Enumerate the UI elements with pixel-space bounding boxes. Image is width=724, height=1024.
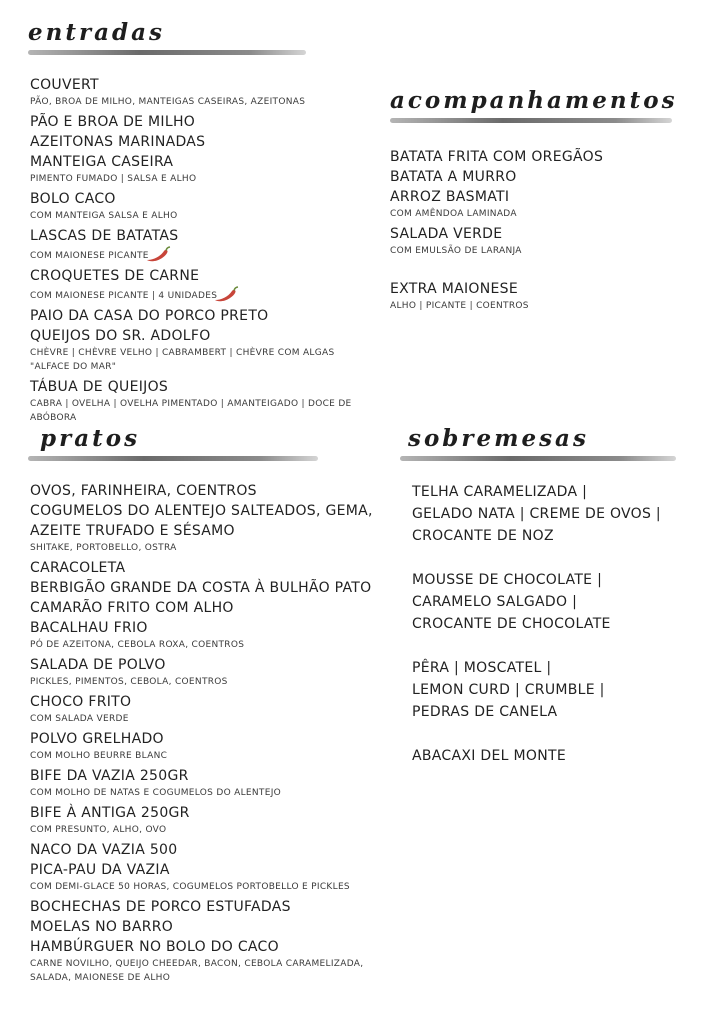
dessert-item <box>412 745 700 767</box>
menu-item-description <box>30 880 378 894</box>
menu-item-description <box>30 638 378 652</box>
dessert-item <box>412 657 700 723</box>
sobremesas-section <box>400 424 700 789</box>
menu-item-hamburguer-no-bolo-do-caco <box>30 937 378 985</box>
dessert-line: PÊRA | MOSCATEL | <box>412 660 552 676</box>
menu-item-description <box>30 286 368 303</box>
menu-item-description <box>390 244 710 258</box>
menu-item-bolo-caco <box>30 189 368 223</box>
menu-item-description <box>390 207 710 221</box>
dessert-line: TELHA CARAMELIZADA | <box>412 484 588 500</box>
menu-item-description <box>30 749 378 763</box>
menu-item-name: BATATA A MURRO <box>390 169 517 185</box>
menu-item-name: BIFE DA VAZIA 250GR <box>30 768 189 784</box>
menu-item-description <box>30 957 378 985</box>
entradas-list <box>30 75 368 425</box>
menu-item-description-text: COM AMÊNDOA LAMINADA <box>390 209 517 219</box>
menu-item-name: ARROZ BASMATI <box>390 189 510 205</box>
menu-item-batata-frita-com-oregaos <box>390 147 710 167</box>
menu-item-name: BERBIGÃO GRANDE DA COSTA À BULHÃO PATO <box>30 580 372 596</box>
menu-item-name: POLVO GRELHADO <box>30 731 164 747</box>
menu-item-pao-e-broa-de-milho <box>30 112 368 132</box>
pratos-section <box>28 424 378 988</box>
chili-pepper-icon <box>213 286 239 302</box>
acompanhamentos-underline <box>390 118 672 123</box>
menu-item-description-text: SHITAKE, PORTOBELLO, OSTRA <box>30 543 177 553</box>
menu-item-name: PICA-PAU DA VAZIA <box>30 862 170 878</box>
menu-item-description-text: COM MANTEIGA SALSA E ALHO <box>30 211 178 221</box>
menu-item-azeitonas-marinadas <box>30 132 368 152</box>
sobremesas-list <box>412 481 700 767</box>
menu-item-paio-da-casa-do-porco-preto <box>30 306 368 326</box>
dessert-item <box>412 569 700 635</box>
menu-item-name: BACALHAU FRIO <box>30 620 148 636</box>
extra-maionese-name: EXTRA MAIONESE <box>390 281 518 297</box>
menu-item-bife-da-vazia-250gr <box>30 766 378 800</box>
menu-item-croquetes-de-carne <box>30 266 368 303</box>
entradas-section <box>28 18 368 428</box>
menu-item-naco-da-vazia-500 <box>30 840 378 860</box>
menu-item-salada-de-polvo <box>30 655 378 689</box>
menu-item-bife-a-antiga-250gr <box>30 803 378 837</box>
menu-item-manteiga-caseira <box>30 152 368 186</box>
menu-item-description-text: COM EMULSÃO DE LARANJA <box>390 246 522 256</box>
menu-item-polvo-grelhado <box>30 729 378 763</box>
entradas-underline <box>28 50 306 55</box>
menu-item-description <box>30 172 368 186</box>
menu-item-description <box>30 675 378 689</box>
dessert-item <box>412 481 700 547</box>
acompanhamentos-heading: acompanhamentos <box>390 87 678 114</box>
menu-item-description-text: PIMENTO FUMADO | SALSA E ALHO <box>30 174 197 184</box>
menu-item-description-text: COM MAIONESE PICANTE <box>30 251 149 261</box>
dessert-line: LEMON CURD | CRUMBLE | <box>412 682 605 698</box>
menu-item-description-text: CARNE NOVILHO, QUEIJO CHEEDAR, BACON, CEBOLA CARAMELIZADA, SALADA, MAIONESE DE ALHO <box>30 959 364 983</box>
menu-item-name: SALADA VERDE <box>390 226 503 242</box>
menu-item-name: CARACOLETA <box>30 560 126 576</box>
menu-item-batata-a-murro <box>390 167 710 187</box>
menu-item-choco-frito <box>30 692 378 726</box>
menu-item-name: LASCAS DE BATATAS <box>30 228 179 244</box>
acompanhamentos-list <box>390 147 710 258</box>
menu-item-description-text: COM SALADA VERDE <box>30 714 129 724</box>
menu-item-lascas-de-batatas <box>30 226 368 263</box>
sobremesas-underline <box>400 456 676 461</box>
menu-item-description <box>30 786 378 800</box>
menu-item-camarao-frito-com-alho <box>30 598 378 618</box>
dessert-line: CARAMELO SALGADO | <box>412 594 578 610</box>
menu-item-description-text: PICKLES, PIMENTOS, CEBOLA, COENTROS <box>30 677 228 687</box>
menu-item-description-text: PÃO, BROA DE MILHO, MANTEIGAS CASEIRAS, AZEITONAS <box>30 97 306 107</box>
menu-item-description-text: CHÈVRE | CHÈVRE VELHO | CABRAMBERT | CHÈVRE COM ALGAS "ALFACE DO MAR" <box>30 348 335 372</box>
menu-item-name: PÃO E BROA DE MILHO <box>30 114 196 130</box>
menu-item-couvert <box>30 75 368 109</box>
menu-item-name: MOELAS NO BARRO <box>30 919 174 935</box>
menu-item-description <box>30 712 378 726</box>
menu-item-pica-pau-da-vazia <box>30 860 378 894</box>
dessert-line: ABACAXI DEL MONTE <box>412 748 566 764</box>
menu-item-azeite-trufado-e-sesamo <box>30 521 378 555</box>
menu-item-bacalhau-frio <box>30 618 378 652</box>
pratos-list <box>30 481 378 985</box>
menu-item-name: BOCHECHAS DE PORCO ESTUFADAS <box>30 899 291 915</box>
menu-item-description <box>30 823 378 837</box>
menu-item-berbigao-grande-da-costa-a-bulhao-pato <box>30 578 378 598</box>
menu-item-name: BIFE À ANTIGA 250GR <box>30 805 190 821</box>
menu-item-name: MANTEIGA CASEIRA <box>30 154 174 170</box>
menu-item-name: TÁBUA DE QUEIJOS <box>30 379 169 395</box>
menu-item-name: NACO DA VAZIA 500 <box>30 842 178 858</box>
menu-item-description-text: COM PRESUNTO, ALHO, OVO <box>30 825 167 835</box>
pratos-underline <box>28 456 318 461</box>
menu-item-name: COGUMELOS DO ALENTEJO SALTEADOS, GEMA, <box>30 503 373 519</box>
dessert-line: CROCANTE DE CHOCOLATE <box>412 616 611 632</box>
acompanhamentos-section <box>390 86 710 316</box>
menu-item-name: QUEIJOS DO SR. ADOLFO <box>30 328 211 344</box>
dessert-line: GELADO NATA | CREME DE OVOS | <box>412 506 661 522</box>
menu-item-description <box>30 209 368 223</box>
entradas-heading: entradas <box>28 19 165 46</box>
menu-item-name: HAMBÚRGUER NO BOLO DO CACO <box>30 939 279 955</box>
menu-item-name: CHOCO FRITO <box>30 694 132 710</box>
menu-item-name: CROQUETES DE CARNE <box>30 268 200 284</box>
chili-pepper-icon <box>145 246 171 262</box>
menu-item-moelas-no-barro <box>30 917 378 937</box>
menu-item-name: AZEITONAS MARINADAS <box>30 134 206 150</box>
menu-item-description <box>30 95 368 109</box>
dessert-line: CROCANTE DE NOZ <box>412 528 554 544</box>
menu-item-name: BOLO CACO <box>30 191 116 207</box>
menu-item-salada-verde <box>390 224 710 258</box>
pratos-heading: pratos <box>40 425 141 452</box>
menu-item-name: CAMARÃO FRITO COM ALHO <box>30 600 234 616</box>
menu-item-bochechas-de-porco-estufadas <box>30 897 378 917</box>
menu-item-name: SALADA DE POLVO <box>30 657 166 673</box>
menu-item-arroz-basmati <box>390 187 710 221</box>
menu-item-description <box>30 246 368 263</box>
menu-item-tabua-de-queijos <box>30 377 368 425</box>
menu-item-description-text: CABRA | OVELHA | OVELHA PIMENTADO | AMANTEIGADO | DOCE DE ABÓBORA <box>30 399 352 423</box>
menu-item-description <box>30 346 368 374</box>
dessert-line: PEDRAS DE CANELA <box>412 704 558 720</box>
menu-item-description-text: COM MOLHO BEURRE BLANC <box>30 751 168 761</box>
menu-item-name: OVOS, FARINHEIRA, COENTROS <box>30 483 257 499</box>
menu-item-name: BATATA FRITA COM OREGÃOS <box>390 149 604 165</box>
menu-item-queijos-do-sr-adolfo <box>30 326 368 374</box>
menu-item-name: COUVERT <box>30 77 99 93</box>
dessert-line: MOUSSE DE CHOCOLATE | <box>412 572 603 588</box>
acompanhamentos-spacer <box>390 261 710 279</box>
menu-item-description <box>30 397 368 425</box>
menu-item-cogumelos-do-alentejo-salteados-gema <box>30 501 378 521</box>
extra-maionese-desc: ALHO | PICANTE | COENTROS <box>390 301 529 311</box>
menu-item-name: PAIO DA CASA DO PORCO PRETO <box>30 308 269 324</box>
menu-item-ovos-farinheira-coentros <box>30 481 378 501</box>
menu-item-description-text: COM DEMI-GLACE 50 HORAS, COGUMELOS PORTOBELLO E PICKLES <box>30 882 350 892</box>
menu-item-name: AZEITE TRUFADO E SÉSAMO <box>30 523 235 539</box>
menu-item-description-text: COM MOLHO DE NATAS E COGUMELOS DO ALENTEJO <box>30 788 282 798</box>
menu-item-description-text: COM MAIONESE PICANTE | 4 UNIDADES <box>30 291 218 301</box>
menu-item-caracoleta <box>30 558 378 578</box>
menu-item-description <box>30 541 378 555</box>
menu-item-description-text: PÓ DE AZEITONA, CEBOLA ROXA, COENTROS <box>30 640 245 650</box>
sobremesas-heading: sobremesas <box>408 425 589 452</box>
